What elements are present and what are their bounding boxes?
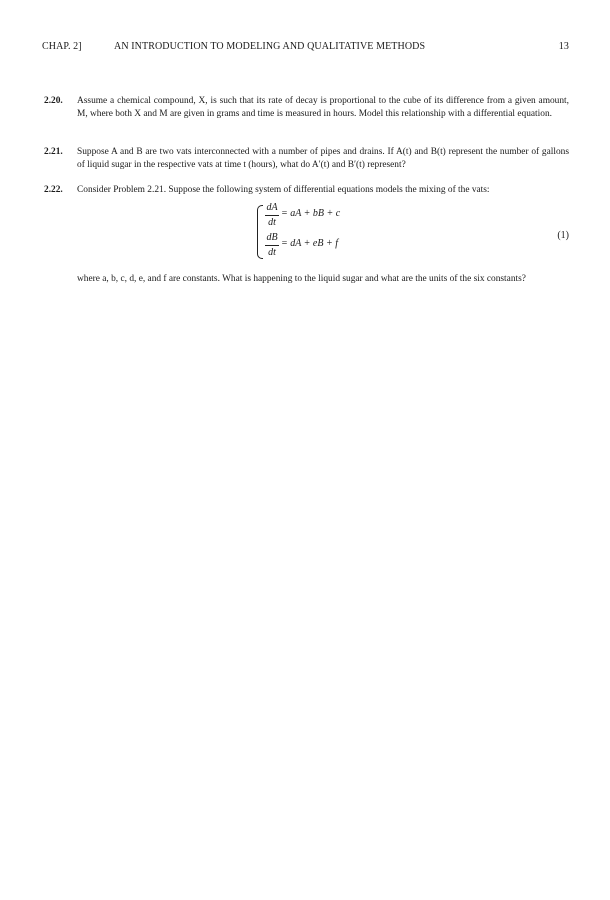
fraction-numerator: dA (266, 202, 278, 213)
problem-2-20 (44, 95, 569, 120)
problem-text: Consider Problem 2.21. Suppose the following system of differential equations models the mixing of the vats: (77, 185, 490, 195)
problem-2-22 (44, 184, 569, 197)
left-brace (257, 205, 263, 259)
fraction-denominator: dt (268, 247, 276, 258)
derivative-fraction (265, 202, 279, 229)
problem-text: Assume a chemical compound, X, is such that its rate of decay is proportional to the cube of its difference from a given amount, M, where both X and M are given in grams and time is measured in hours. Model this relationship with a differential equation. (77, 96, 569, 119)
equation-rhs: = aA + bB + c (281, 208, 341, 219)
problem-2-22-followup: where a, b, c, d, e, and f are constants. What is happening to the liquid sugar and what are the units of the six constants? (77, 274, 526, 284)
page-number: 13 (558, 41, 569, 52)
chapter-label: CHAP. 2] (42, 41, 82, 52)
chapter-title: AN INTRODUCTION TO MODELING AND QUALITATIVE METHODS (114, 41, 426, 52)
problem-number: 2.22. (44, 185, 63, 195)
fraction-bar (265, 215, 279, 216)
problem-2-21 (44, 146, 569, 171)
problem-number: 2.20. (44, 96, 63, 106)
fraction-bar (265, 245, 279, 246)
problem-text: Suppose A and B are two vats interconnected with a number of pipes and drains. If A(t) and B(t) represent the number of gallons of liquid sugar in the respective vats at time t (hours), what do A′(t) and B′(t) represent? (77, 147, 569, 170)
equation-number: (1) (557, 230, 569, 241)
fraction-numerator: dB (266, 232, 278, 243)
problem-number: 2.21. (44, 147, 63, 157)
fraction-denominator: dt (268, 217, 276, 228)
equation-rhs: = dA + eB + f (281, 238, 338, 249)
derivative-fraction (265, 232, 279, 259)
